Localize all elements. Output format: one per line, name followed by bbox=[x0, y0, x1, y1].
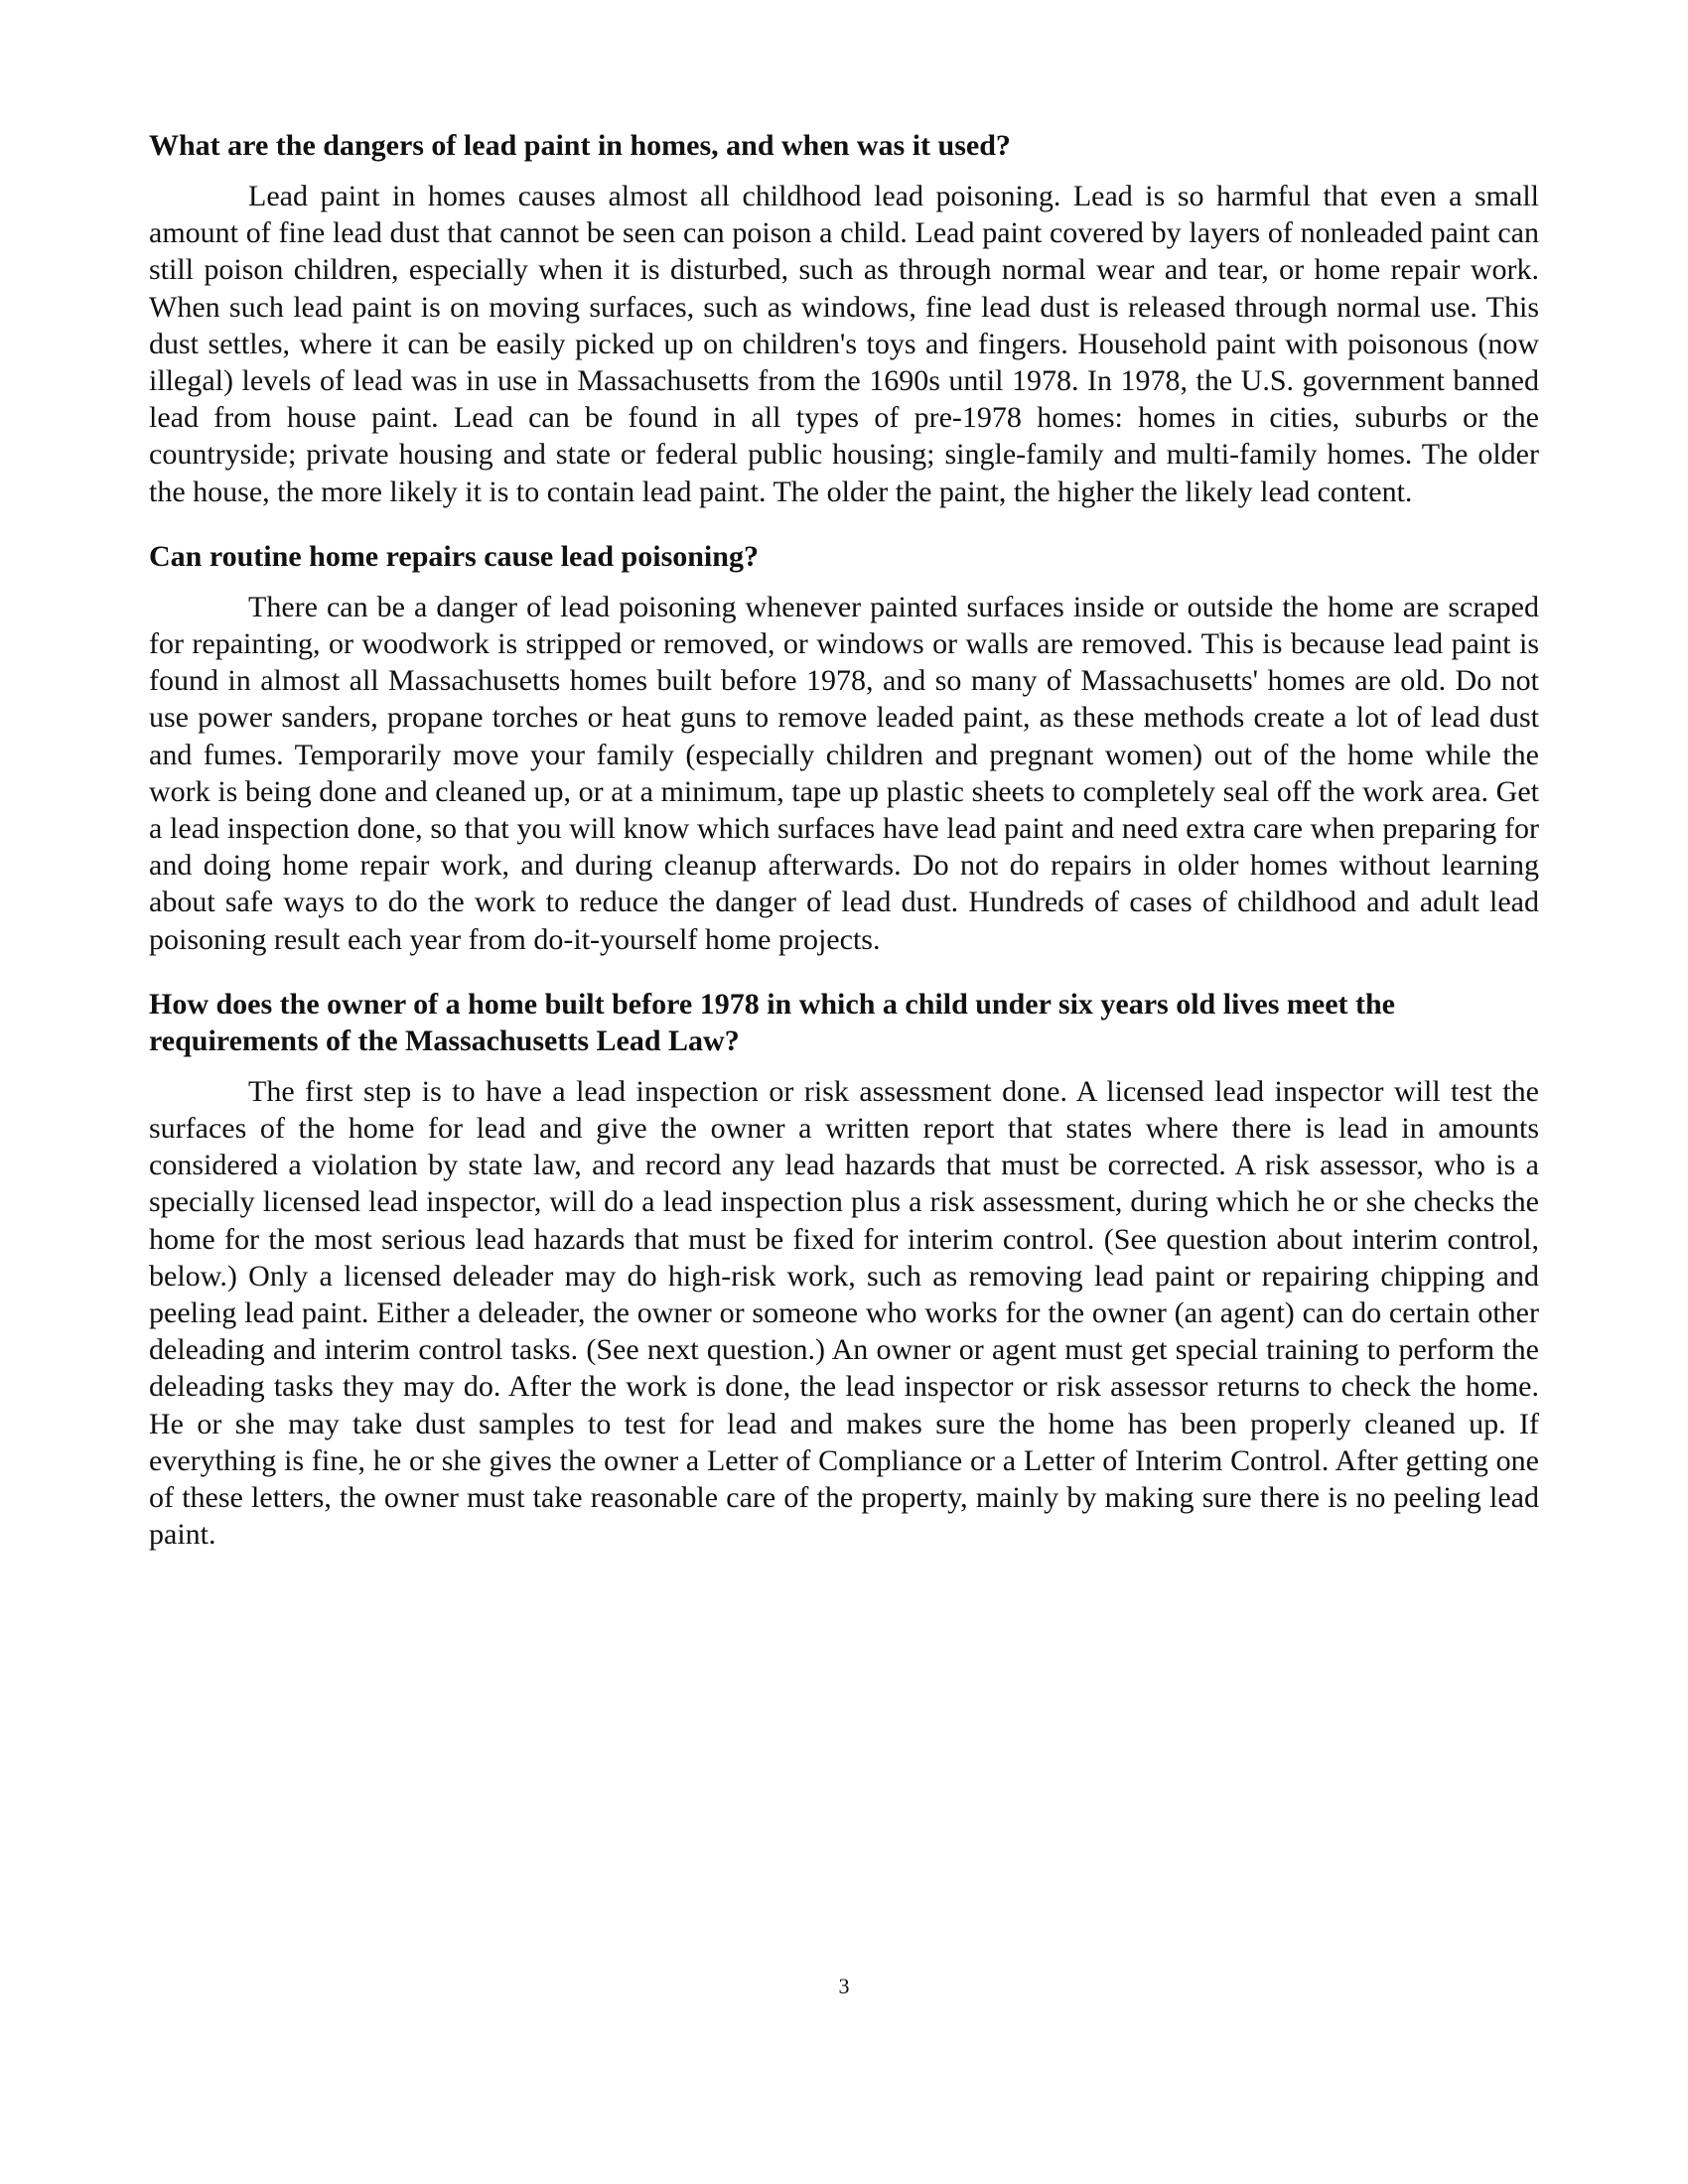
answer-paragraph: There can be a danger of lead poisoning whenever painted surfaces inside or outside the home are scraped for repainting, or woodwork is stripped or removed, or windows or walls are removed. This is because lead paint is found in almost all Massachusetts homes built before 1978, and so many of Massachusetts' homes are old. Do not use power sanders, propane torches or heat guns to remove leaded paint, as these methods create a lot of lead dust and fumes. Temporarily move your family (especially children and pregnant women) out of the home while the work is being done and cleaned up, or at a minimum, tape up plastic sheets to completely seal off the work area. Get a lead inspection done, so that you will know which surfaces have lead paint and need extra care when preparing for and doing home repair work, and during cleanup afterwards. Do not do repairs in older homes without learning about safe ways to do the work to reduce the danger of lead dust. Hundreds of cases of childhood and adult lead poisoning result each year from do-it-yourself home projects. bbox=[149, 590, 1539, 956]
faq-section-home-repairs bbox=[149, 538, 1539, 958]
question-heading: What are the dangers of lead paint in homes, and when was it used? bbox=[149, 129, 1011, 162]
question-heading: How does the owner of a home built before 1978 in which a child under six years old lives meet the requirements of the Massachusetts Lead Law? bbox=[149, 987, 1395, 1057]
document-page bbox=[149, 127, 1539, 1581]
faq-section-lead-law-requirements bbox=[149, 986, 1539, 1554]
faq-section-lead-paint-dangers bbox=[149, 127, 1539, 510]
question-heading: Can routine home repairs cause lead poisoning? bbox=[149, 539, 759, 573]
answer-paragraph: Lead paint in homes causes almost all childhood lead poisoning. Lead is so harmful that even a small amount of fine lead dust that cannot be seen can poison a child. Lead paint covered by layers of nonleaded paint can still poison children, especially when it is disturbed, such as through normal wear and tear, or home repair work. When such lead paint is on moving surfaces, such as windows, fine lead dust is released through normal use. This dust settles, where it can be easily picked up on children's toys and fingers. Household paint with poisonous (now illegal) levels of lead was in use in Massachusetts from the 1690s until 1978. In 1978, the U.S. government banned lead from house paint. Lead can be found in all types of pre-1978 homes: homes in cities, suburbs or the countryside; private housing and state or federal public housing; single-family and multi-family homes. The older the house, the more likely it is to contain lead paint. The older the paint, the higher the likely lead content. bbox=[149, 180, 1539, 508]
page-number: 3 bbox=[838, 1974, 850, 1998]
answer-paragraph: The first step is to have a lead inspection or risk assessment done. A licensed lead inspector will test the surfaces of the home for lead and give the owner a written report that states where there is lead in amounts considered a violation by state law, and record any lead hazards that must be corrected. A risk assessor, who is a specially licensed lead inspector, will do a lead inspection plus a risk assessment, during which he or she checks the home for the most serious lead hazards that must be fixed for interim control. (See question about interim control, below.) Only a licensed deleader may do high-risk work, such as removing lead paint or repairing chipping and peeling lead paint. Either a deleader, the owner or someone who works for the owner (an agent) can do certain other deleading and interim control tasks. (See next question.) An owner or agent must get special training to perform the deleading tasks they may do. After the work is done, the lead inspector or risk assessor returns to check the home. He or she may take dust samples to test for lead and makes sure the home has been properly cleaned up. If everything is fine, he or she gives the owner a Letter of Compliance or a Letter of Interim Control. After getting one of these letters, the owner must take reasonable care of the property, mainly by making sure there is no peeling lead paint. bbox=[149, 1074, 1539, 1552]
